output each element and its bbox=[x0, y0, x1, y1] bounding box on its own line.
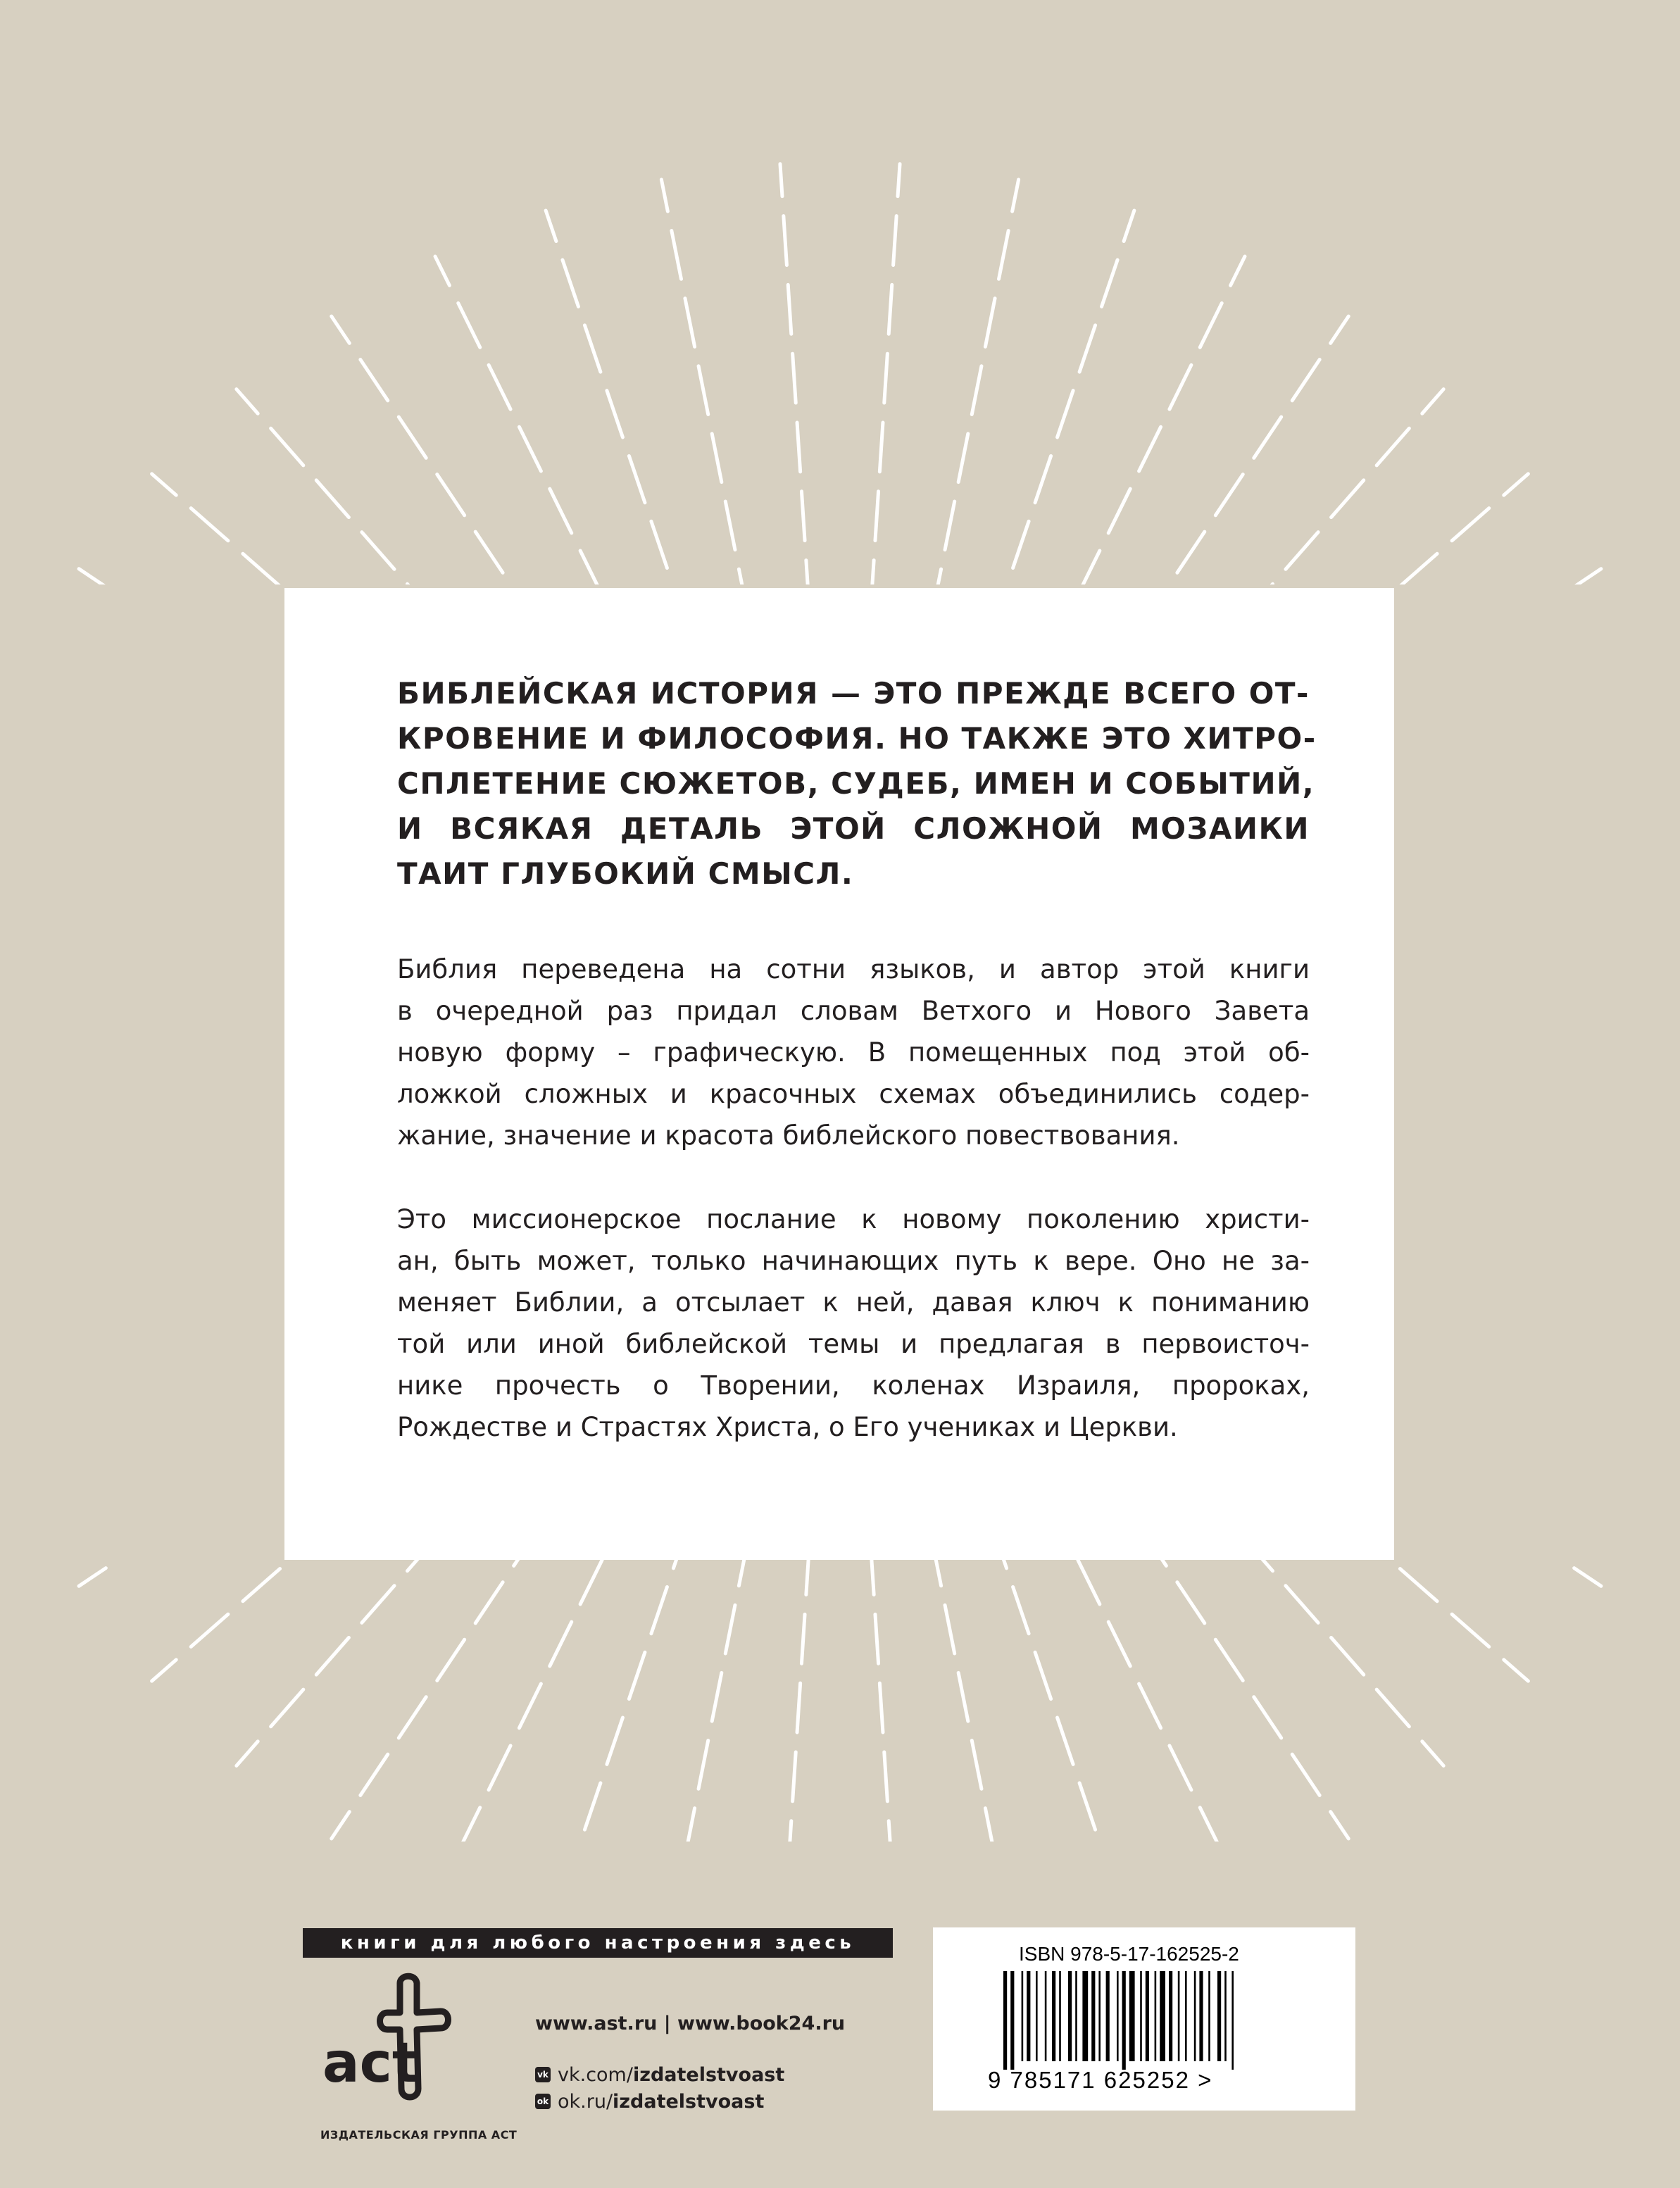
ast-logo bbox=[317, 1969, 465, 2110]
barcode-bar bbox=[1155, 1971, 1157, 2061]
barcode-bar bbox=[1098, 1971, 1101, 2061]
isbn-number: ISBN 978-5-17-162525-2 bbox=[1019, 1943, 1239, 1965]
logo-wordmark: act bbox=[322, 2032, 419, 2095]
description-paragraph-1 bbox=[397, 949, 1310, 1156]
isbn-barcode-box bbox=[933, 1927, 1355, 2111]
barcode-bar bbox=[1117, 1971, 1119, 2061]
barcode-bar bbox=[1045, 1971, 1047, 2061]
barcode-bar bbox=[1027, 1971, 1030, 2061]
paragraph-line: в очередной раз придал словам Ветхого и Нового Завета bbox=[397, 996, 1310, 1026]
vk-icon: vk bbox=[535, 2067, 551, 2082]
barcode bbox=[1001, 1971, 1296, 2070]
headline-line: ТАИТ ГЛУБОКИЙ СМЫСЛ. bbox=[397, 856, 854, 891]
paragraph-line: ан, быть может, только начинающих путь к вере. Оно не за- bbox=[397, 1246, 1310, 1276]
barcode-bar bbox=[1140, 1971, 1142, 2061]
headline-line: БИБЛЕЙСКАЯ ИСТОРИЯ — ЭТО ПРЕЖДЕ ВСЕГО ОТ- bbox=[397, 676, 1310, 711]
barcode-bar bbox=[1160, 1971, 1165, 2061]
barcode-bar bbox=[1178, 1971, 1180, 2061]
barcode-bar bbox=[1231, 1971, 1234, 2070]
barcode-bar bbox=[1068, 1971, 1072, 2061]
barcode-bar bbox=[1129, 1971, 1135, 2061]
barcode-bar bbox=[1036, 1971, 1038, 2061]
paragraph-line: той или иной библейской темы и предлагая в первоисточ- bbox=[397, 1329, 1310, 1359]
barcode-bar bbox=[1224, 1971, 1227, 2061]
website-links[interactable]: www.ast.ru | www.book24.ru bbox=[535, 2013, 846, 2034]
barcode-bar bbox=[1169, 1971, 1172, 2061]
paragraph-line: Это миссионерское послание к новому поколению христи- bbox=[397, 1204, 1310, 1234]
barcode-bar bbox=[1208, 1971, 1210, 2061]
barcode-bar bbox=[1122, 1971, 1126, 2070]
barcode-bar bbox=[1082, 1971, 1088, 2061]
headline-line: КРОВЕНИЕ И ФИЛОСОФИЯ. НО ТАКЖЕ ЭТО ХИТРО- bbox=[397, 721, 1317, 756]
vk-link[interactable] bbox=[535, 2063, 901, 2087]
ok-icon: ok bbox=[535, 2094, 551, 2109]
description-paragraph-2 bbox=[397, 1199, 1310, 1448]
barcode-bar bbox=[1059, 1971, 1061, 2061]
barcode-bar bbox=[1185, 1971, 1187, 2061]
headline-line: СПЛЕТЕНИЕ СЮЖЕТОВ, СУДЕБ, ИМЕН И СОБЫТИЙ, bbox=[397, 766, 1315, 801]
paragraph-line: жание, значение и красота библейского повествования. bbox=[397, 1120, 1180, 1151]
barcode-bar bbox=[1199, 1971, 1203, 2061]
ok-link[interactable] bbox=[535, 2089, 901, 2113]
barcode-bar bbox=[1091, 1971, 1095, 2061]
publisher-links bbox=[535, 2013, 901, 2116]
ok-link-text: ok.ru/izdatelstvoast bbox=[558, 2090, 765, 2113]
paragraph-line: Рождестве и Страстях Христа, о Его учениках и Церкви. bbox=[397, 1412, 1178, 1442]
barcode-bar bbox=[1194, 1971, 1196, 2061]
headline bbox=[397, 671, 1317, 896]
headline-line: И ВСЯКАЯ ДЕТАЛЬ ЭТОЙ СЛОЖНОЙ МОЗАИКИ bbox=[397, 811, 1310, 846]
barcode-bar bbox=[1052, 1971, 1055, 2061]
paragraph-line: ложкой сложных и красочных схемах объединились содер- bbox=[397, 1079, 1310, 1109]
ean-digits: 9 785171 625252 > bbox=[988, 2067, 1213, 2093]
barcode-bar bbox=[1022, 1971, 1024, 2061]
barcode-bar bbox=[1003, 1971, 1007, 2070]
paragraph-line: нике прочесть о Творении, коленах Израиля, пророках, bbox=[397, 1370, 1310, 1401]
description-panel bbox=[284, 588, 1394, 1560]
barcode-bar bbox=[1010, 1971, 1014, 2070]
barcode-bar bbox=[1146, 1971, 1149, 2061]
vk-link-text: vk.com/izdatelstvoast bbox=[558, 2063, 785, 2086]
barcode-bar bbox=[1217, 1971, 1221, 2061]
paragraph-line: меняет Библии, а отсылает к ней, давая ключ к пониманию bbox=[397, 1287, 1310, 1318]
barcode-bar bbox=[1106, 1971, 1110, 2061]
barcode-bar bbox=[1075, 1971, 1077, 2061]
paragraph-line: Библия переведена на сотни языков, и автор этой книги bbox=[397, 954, 1310, 984]
tagline-banner: книги для любого настроения здесь bbox=[303, 1928, 893, 1958]
publisher-name: ИЗДАТЕЛЬСКАЯ ГРУППА АСТ bbox=[320, 2128, 518, 2142]
paragraph-line: новую форму – графическую. В помещенных под этой об- bbox=[397, 1037, 1310, 1068]
